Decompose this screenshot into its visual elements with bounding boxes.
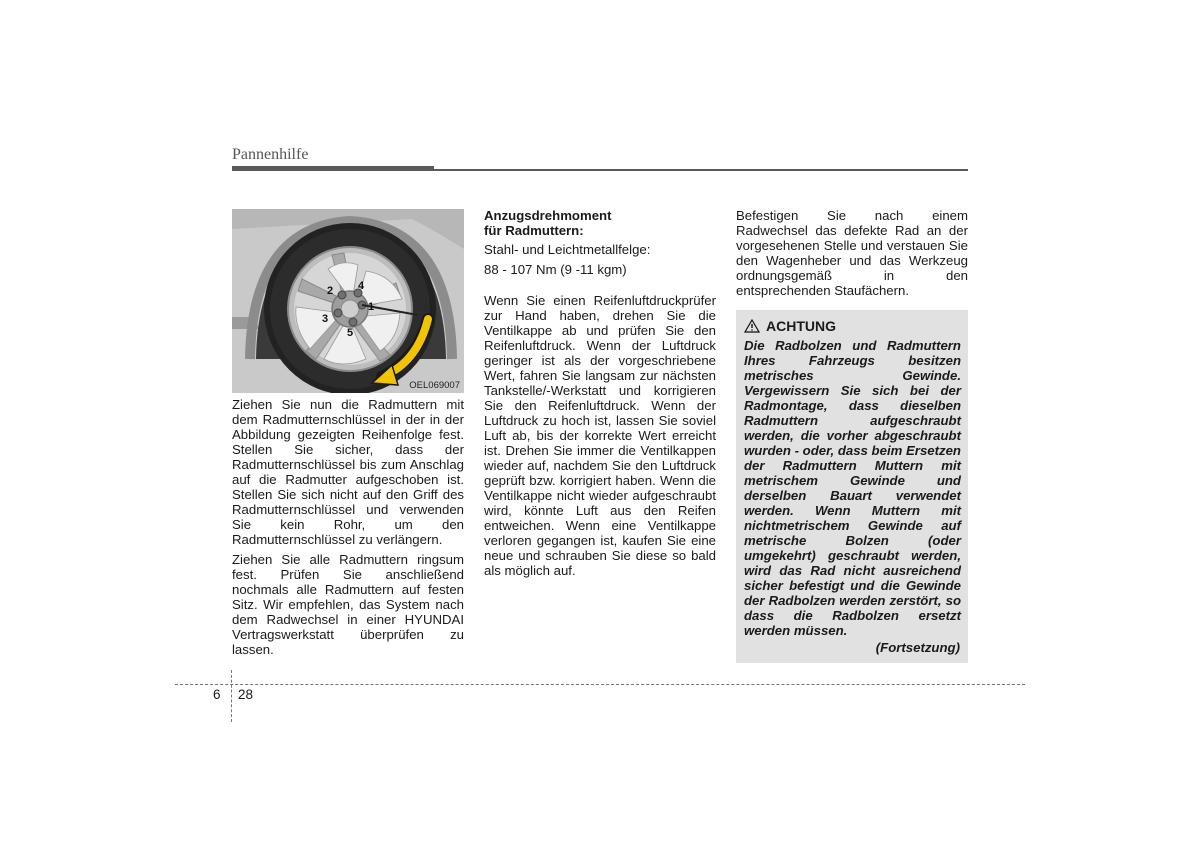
warning-continued: (Fortsetzung) — [875, 640, 960, 655]
torque-heading-line2: für Radmuttern: — [484, 223, 584, 238]
nut-label-1: 1 — [368, 301, 375, 313]
wheel-drawing — [232, 209, 464, 393]
figure-code: OEL069007 — [409, 380, 460, 391]
warning-header — [744, 318, 836, 334]
rim-type: Stahl- und Leichtmetallfelge: — [484, 242, 651, 257]
chapter-number: 6 — [213, 687, 221, 702]
paragraph-stow-wheel: Befestigen Sie nach einem Radwechsel das defekte Rad an der vorgesehenen Stelle und verstauen Sie den Wagenheber und das Werkzeug ordnungsgemäß in den entsprechenden Staufächern. — [736, 208, 968, 298]
column-middle — [484, 208, 716, 578]
header-rule-thin — [434, 169, 968, 171]
paragraph-tighten-all: Ziehen Sie alle Radmuttern ringsum fest. Prüfen Sie anschließend nochmals alle Radmuttern auf festen Sitz. Wir empfehlen, das System nach dem Radwechsel in einer HYUNDAI Vertragswerkstatt überprüfen zu lassen. — [232, 552, 464, 657]
footer-divider — [231, 670, 232, 722]
header-rule-thick — [232, 166, 434, 171]
column-right — [736, 208, 968, 298]
nut-label-2: 2 — [327, 285, 334, 297]
warning-body: Die Radbolzen und Radmuttern Ihres Fahrzeugs besitzen metrisches Gewinde. Vergewissern Sie sich bei der Radmontage, dass dieselben Radmuttern aufgeschraubt werden, die vorher abgeschraubt wurden - oder, dass beim Ersetzen der Radmuttern Muttern mit metrischem Gewinde und derselben Bauart verwendet werden. Wenn Muttern mit nichtmetrischem Gewinde auf metrische Bolzen (oder umgekehrt) geschraubt werden, wird das Rad nicht ausreichend sicher befestigt und die Gewinde der Radbolzen werden zerstört, so dass die Radbolzen ersetzt werden müssen. — [744, 338, 961, 638]
nut-label-5: 5 — [347, 327, 354, 339]
column-left — [232, 397, 464, 657]
torque-heading-line1: Anzugsdrehmoment — [484, 208, 612, 223]
paragraph-tire-pressure: Wenn Sie einen Reifenluftdruckprüfer zur Hand haben, drehen Sie die Ventilkappe ab und prüfen Sie den Reifenluftdruck. Wenn der Luftdruck geringer ist als der vorgeschriebene Wert, fahren Sie langsam zur nächsten Tankstelle/-Werkstatt und korrigieren Sie den Reifenluftdruck. Wenn der Luftdruck zu hoch ist, lassen Sie soviel Luft ab, bis der korrekte Wert erreicht ist. Drehen Sie immer die Ventilkappen wieder auf, nachdem Sie den Luftdruck geprüft bzw. korrigiert haben. Wenn die Ventilkappe nicht wieder aufgeschraubt wird, könnte Luft aus den Reifen entweichen. Wenn eine Ventilkappe verloren gegangen ist, kaufen Sie eine neue und schrauben Sie diese so bald als möglich auf. — [484, 293, 716, 578]
nut-label-4: 4 — [358, 280, 365, 292]
warning-title: ACHTUNG — [766, 318, 836, 334]
paragraph-tighten-sequence: Ziehen Sie nun die Radmuttern mit dem Radmutternschlüssel in der in der Abbildung gezeigten Reihenfolge fest. Stellen Sie sicher, dass der Radmutternschlüssel bis zum Anschlag auf die Radmutter aufgeschoben ist. Stellen Sie sich nicht auf den Griff des Radmutternschlüssel und verwenden Sie kein Rohr, um den Radmutternschlüssel zu verlängern. — [232, 397, 464, 547]
warning-triangle-icon — [744, 319, 760, 333]
torque-value: 88 - 107 Nm (9 -11 kgm) — [484, 262, 627, 277]
nut-label-3: 3 — [322, 313, 329, 325]
warning-box — [736, 310, 968, 663]
wheel-illustration — [232, 209, 464, 393]
page-header-title: Pannenhilfe — [232, 146, 309, 163]
footer-rule — [175, 684, 1025, 685]
page-number: 28 — [238, 687, 254, 702]
